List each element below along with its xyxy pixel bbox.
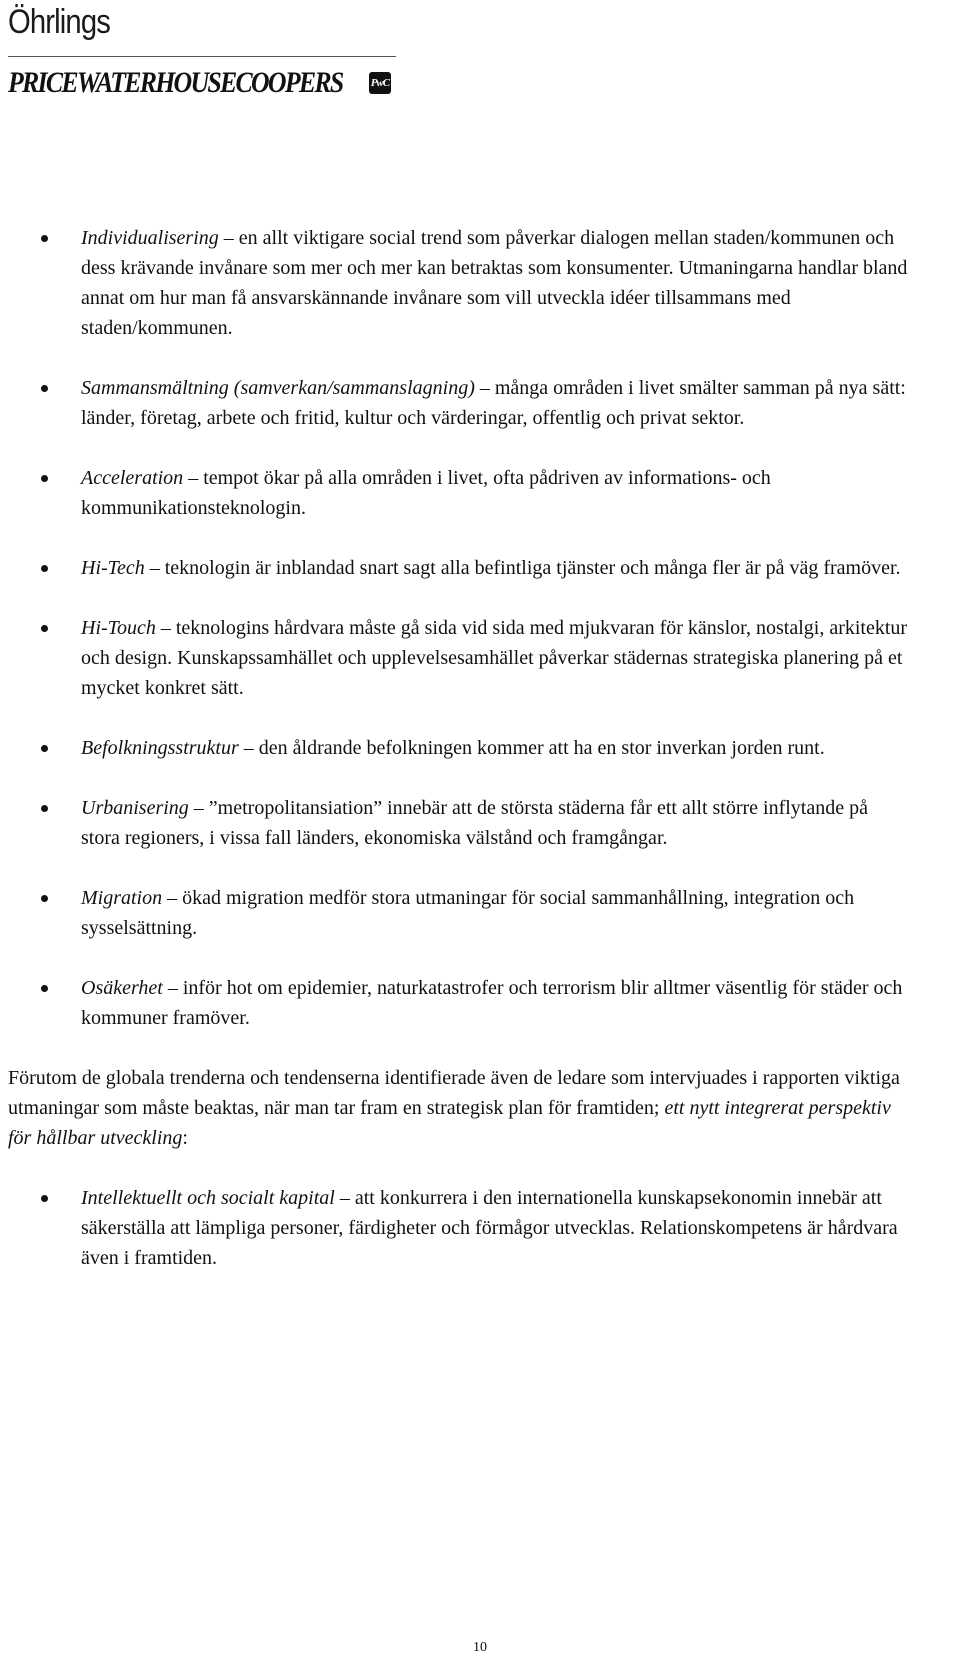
list-item-text: – ökad migration medför stora utmaningar för social sammanhållning, integration och sysselsättning. xyxy=(81,887,855,939)
firm-logo-pwc xyxy=(8,65,398,101)
list-item-text: – många områden i livet smälter samman på nya sätt: länder, företag, arbete och fritid, kultur och värderingar, offentlig och privat sektor. xyxy=(81,377,906,429)
list-item xyxy=(8,733,908,763)
list-item xyxy=(8,973,908,1033)
list-item-text: – en allt viktigare social trend som påverkar dialogen mellan staden/kommunen och dess krävande invånare som mer och mer kan betraktas som konsumenter. Utmaningarna handlar bland annat om hur man få ansvarskännande invånare som vill utveckla idéer tillsammans med staden/kommunen. xyxy=(81,227,908,339)
list-item xyxy=(8,613,908,703)
list-item-text: – teknologins hårdvara måste gå sida vid sida med mjukvaran för känslor, nostalgi, arkitektur och design. Kunskapssamhället och upplevelsesamhället påverkar städernas strategiska planering på et mycket konkret sätt. xyxy=(81,617,908,699)
pwc-seal-icon: PwC xyxy=(369,72,391,94)
paragraph-end: : xyxy=(182,1127,188,1149)
document-body xyxy=(8,223,908,1303)
list-item xyxy=(8,883,908,943)
firm-name-pwc: PRICEWATERHOUSECOOPERS xyxy=(8,66,343,99)
list-item-text: – att konkurrera i den internationella kunskapsekonomin innebär att säkerställa att lämpliga personer, färdigheter och förmågor utvecklas. Relationskompetens är hårdvara även i framtiden. xyxy=(81,1187,898,1269)
body-paragraph xyxy=(8,1063,908,1153)
list-item xyxy=(8,463,908,523)
list-item-text: – ”metropolitansiation” innebär att de största städerna får ett allt större inflytande på stora regioners, i vissa fall länders, ekonomiska välstånd och framgångar. xyxy=(81,797,868,849)
list-item-text: – tempot ökar på alla områden i livet, ofta pådriven av informations- och kommunikationsteknologin. xyxy=(81,467,771,519)
header-rule xyxy=(8,56,396,57)
list-item xyxy=(8,373,908,433)
list-item-term: Acceleration xyxy=(81,467,184,489)
list-item-term: Osäkerhet xyxy=(81,977,163,999)
list-item-term: Hi-Touch xyxy=(81,617,156,639)
trend-list xyxy=(8,223,908,1033)
list-item-term: Hi-Tech xyxy=(81,557,145,579)
list-item-term: Befolkningsstruktur xyxy=(81,737,239,759)
list-item xyxy=(8,223,908,343)
letterhead xyxy=(8,2,398,101)
firm-name-ohrlings: Öhrlings xyxy=(8,3,111,41)
list-item-term: Urbanisering xyxy=(81,797,189,819)
list-item-term: Intellektuellt och socialt kapital xyxy=(81,1187,335,1209)
list-item-term: Sammansmältning (samverkan/sammanslagning) xyxy=(81,377,475,399)
list-item xyxy=(8,553,908,583)
list-item-text: – den åldrande befolkningen kommer att ha en stor inverkan jorden runt. xyxy=(238,737,825,759)
list-item xyxy=(8,793,908,853)
list-item-term: Migration xyxy=(81,887,163,909)
list-item-text: – teknologin är inblandad snart sagt alla befintliga tjänster och många fler är på väg framöver. xyxy=(144,557,901,579)
paragraph-text: Förutom de globala trenderna och tendenserna identifierade även de ledare som intervjuades i rapporten viktiga utmaningar som måste beaktas, när man tar fram en strategisk plan för framtiden; xyxy=(8,1067,900,1119)
list-item-text: – inför hot om epidemier, naturkatastrofer och terrorism blir alltmer väsentlig för städer och kommuner framöver. xyxy=(81,977,903,1029)
challenge-list xyxy=(8,1183,908,1273)
list-item-term: Individualisering xyxy=(81,227,219,249)
list-item xyxy=(8,1183,908,1273)
paragraph-emphasis: ett nytt integrerat perspektiv för hållbar utveckling xyxy=(8,1097,891,1149)
page-number: 10 xyxy=(473,1640,487,1655)
